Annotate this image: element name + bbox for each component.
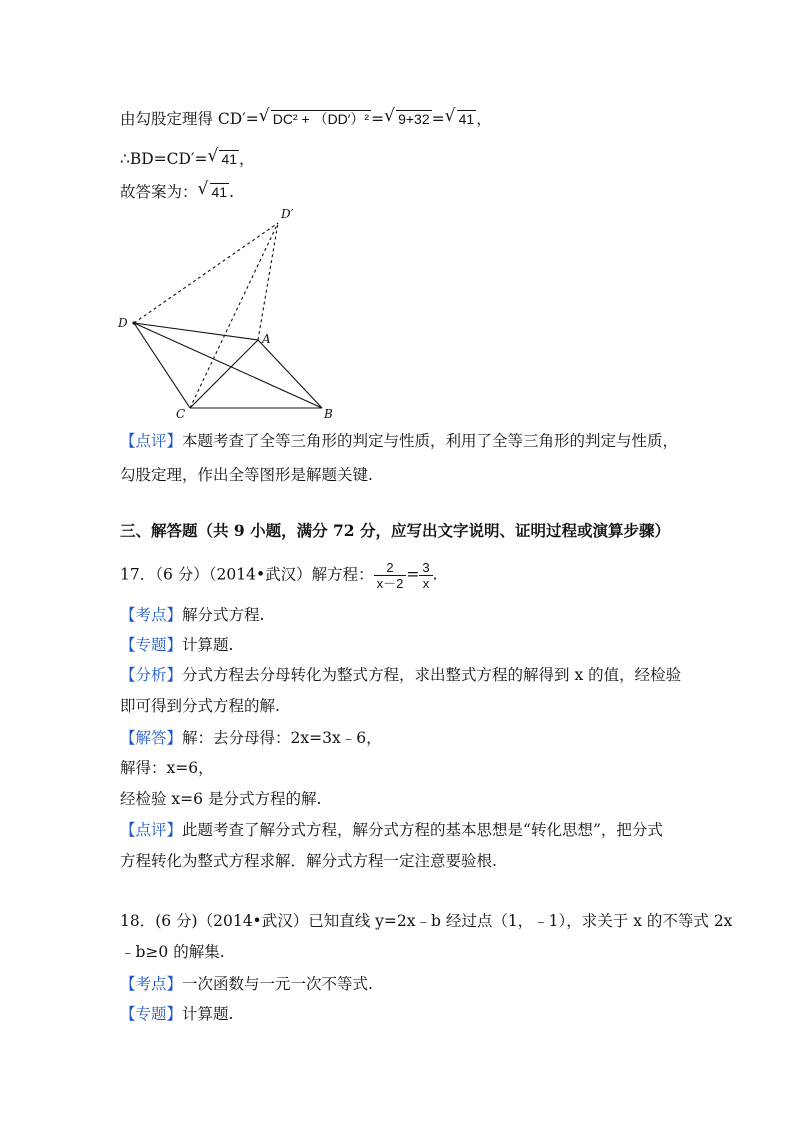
q18-zhuanti: 【专题】计算题. bbox=[120, 1005, 234, 1023]
q17-header: 17．（6 分）（2014•武汉）解方程： $\frac{2}{x-2}$ = $\frac{3}{x}$ . bbox=[120, 560, 438, 591]
q17-jieda-2: 解得：x=6， bbox=[120, 759, 214, 777]
bd-equals-line: ∴BD=CD′=√ 41 ， bbox=[120, 148, 255, 170]
q18-kaodian: 【考点】一次函数与一元一次不等式. bbox=[120, 975, 373, 993]
segment-c-dprime bbox=[190, 223, 278, 408]
q17-fenxi-1: 【分析】分式方程去分母转化为整式方程，求出整式方程的解得到 x 的值，经检验 bbox=[120, 666, 682, 684]
q17-kaodian: 【考点】解分式方程. bbox=[120, 606, 265, 624]
q17-zhuanti: 【专题】计算题. bbox=[120, 636, 234, 654]
dianping-tag: 【点评】 bbox=[120, 432, 183, 450]
label-a: A bbox=[262, 332, 271, 346]
answer-line: 故答案为：√ 41 . bbox=[120, 181, 234, 203]
segment-d-dprime bbox=[134, 223, 278, 323]
q17-fenxi-2: 即可得到分式方程的解. bbox=[120, 697, 280, 715]
radical-41-c: √ 41 bbox=[198, 181, 230, 203]
section3-heading: 三、解答题（共 9 小题，满分 72 分，应写出文字说明、证明过程或演算步骤） bbox=[120, 521, 670, 540]
label-b: B bbox=[324, 407, 333, 421]
pythagoras-prefix: 由勾股定理得 CD′= bbox=[120, 110, 259, 128]
fraction-3-over-x: $\frac{3}{x}$ bbox=[419, 560, 432, 591]
q17-dianping-1: 【点评】此题考查了解分式方程，解分式方程的基本思想是“转化思想”，把分式 bbox=[120, 821, 663, 839]
label-d-prime: D′ bbox=[281, 207, 294, 221]
comment16-line1: 【点评】本题考查了全等三角形的判定与性质，利用了全等三角形的判定与性质， bbox=[120, 432, 679, 450]
label-d: D bbox=[118, 316, 128, 330]
geometry-figure bbox=[110, 205, 350, 425]
q17-jieda-3: 经检验 x=6 是分式方程的解. bbox=[120, 790, 322, 808]
radical-9-32: √ 9+32 bbox=[384, 108, 432, 130]
q18-line-2: ﹣b≥0 的解集. bbox=[120, 943, 225, 961]
q17-jieda-1: 【解答】解：去分母得：2x=3x﹣6， bbox=[120, 729, 382, 747]
segment-ab bbox=[258, 340, 322, 408]
point-d bbox=[132, 321, 135, 324]
radical-dc-dd: √ DC² + （DD′）² bbox=[259, 108, 371, 130]
q18-line-1: 18．(6 分)（2014•武汉）已知直线 y=2x﹣b 经过点（1，﹣1），求关于 x 的不等式 2x bbox=[120, 912, 733, 930]
radical-41: √ 41 bbox=[445, 108, 477, 130]
q17-dianping-2: 方程转化为整式方程求解．解分式方程一定注意要验根. bbox=[120, 852, 497, 870]
radical-41-b: √ 41 bbox=[207, 148, 239, 170]
comment16-line2: 勾股定理，作出全等图形是解题关键. bbox=[120, 466, 373, 484]
segment-a-dprime bbox=[258, 223, 278, 340]
label-c: C bbox=[176, 407, 186, 421]
fraction-2-over-x-2: $\frac{2}{x-2}$ bbox=[374, 560, 407, 591]
pythagoras-line: 由勾股定理得 CD′=√ DC² + （DD′）² =√ 9+32 =√ 41 ， bbox=[120, 108, 492, 130]
